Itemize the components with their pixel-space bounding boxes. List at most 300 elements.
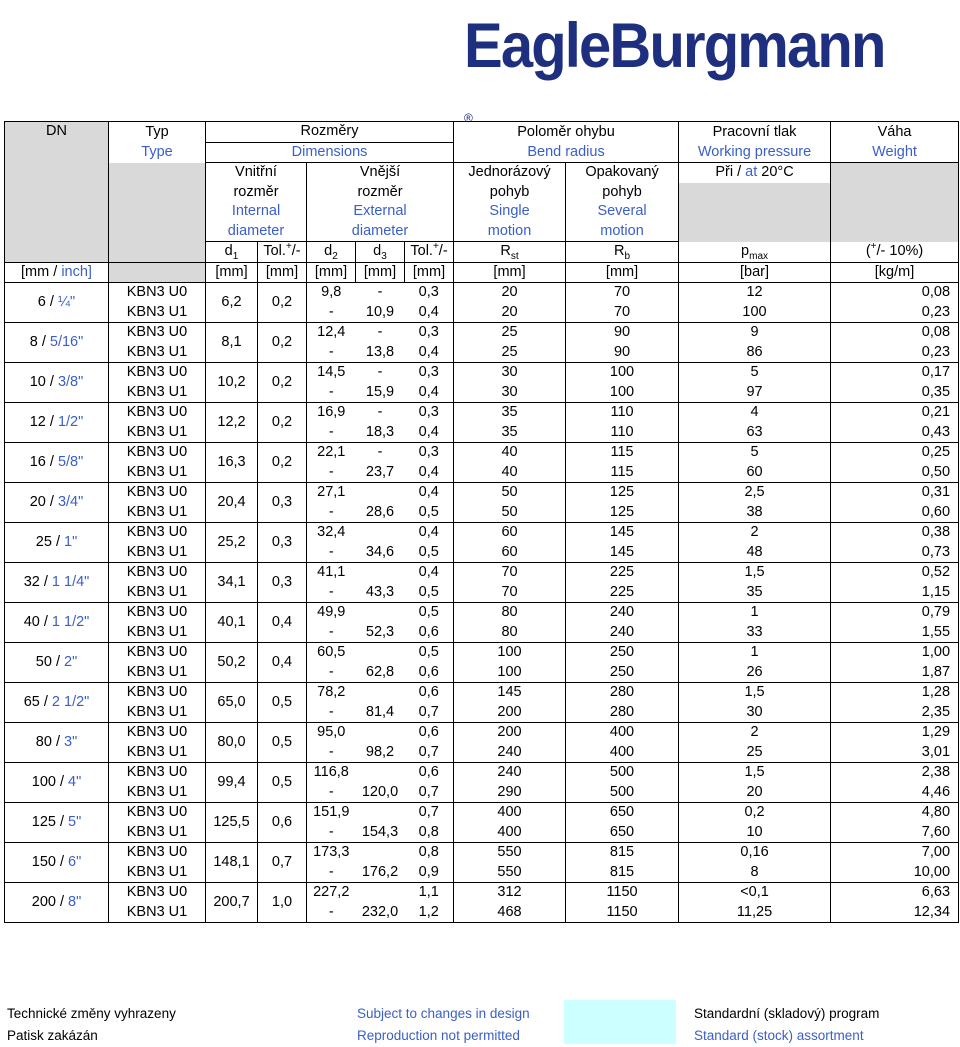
pmax-cell: 1 [679,603,831,623]
header-pracovni: Pracovní tlak [679,122,831,143]
dn-inch: 1 1/4" [51,574,90,590]
pmax-cell: 86 [679,343,831,363]
d2-cell: 9,8 [307,283,356,303]
header-external-2: diameter [307,222,454,242]
dn-mm: 50 / [35,654,60,670]
rb-cell: 500 [566,783,679,803]
table-row [5,803,959,823]
header-opak-2: pohyb [566,183,679,203]
dn-cell [5,763,109,803]
unit-rb: [mm] [566,262,679,283]
type-cell: KBN3 U0 [126,724,188,741]
table-row [5,443,959,463]
pmax-cell: 4 [679,403,831,423]
rb-cell: 110 [566,423,679,443]
tol1-cell: 0,3 [258,483,307,523]
pmax-cell: 0,2 [679,803,831,823]
table-row [5,463,959,483]
pmax-cell: 38 [679,503,831,523]
d3-cell: 81,4 [356,703,405,723]
pmax-cell: 48 [679,543,831,563]
d1-cell: 148,1 [206,843,258,883]
rst-cell: 50 [454,483,566,503]
d3-cell: - [377,444,383,461]
header-single: Single [454,202,566,222]
rst-cell: 30 [454,363,566,383]
d3-cell: 98,2 [356,743,405,763]
d2-cell: - [307,543,356,563]
d3-cell: - [377,324,383,341]
dn-cell [5,603,109,643]
d2-cell: - [307,663,356,683]
pmax-cell: 9 [679,323,831,343]
stock-swatch [564,1000,676,1044]
header-weight-filler [831,163,959,242]
tol2-cell: 0,7 [405,743,454,763]
header-working-en: Working pressure [679,142,831,163]
header-opak: Opakovaný [566,163,679,183]
pmax-cell: 2 [679,723,831,743]
weight-cell: 0,31 [831,483,959,503]
table-row [5,883,959,903]
rst-cell: 240 [454,743,566,763]
pmax-cell: 63 [679,423,831,443]
type-cell: KBN3 U1 [109,383,206,403]
rb-cell: 250 [566,663,679,683]
d1-cell: 65,0 [206,683,258,723]
d2-cell: 151,9 [307,803,356,823]
table-row [5,723,959,743]
d3-cell: 28,6 [356,503,405,523]
dn-mm: 10 / [29,374,54,390]
product-spec-table [4,121,959,923]
tol1-cell: 0,4 [258,643,307,683]
d3-cell: 18,3 [356,423,405,443]
d3-cell: 52,3 [356,623,405,643]
header-dn: DN [5,122,109,242]
type-cell: KBN3 U1 [109,623,206,643]
tol1-cell: 0,7 [258,843,307,883]
tol1-cell: 0,2 [258,283,307,323]
dn-cell [5,443,109,483]
rb-cell: 115 [566,443,679,463]
d2-cell: - [307,743,356,763]
rb-cell: 145 [566,543,679,563]
dn-mm: 65 / [23,694,48,710]
d2-cell: 116,8 [307,763,356,783]
dn-cell [5,683,109,723]
pmax-cell: 1 [679,643,831,663]
pmax-cell: 97 [679,383,831,403]
table-row [5,343,959,363]
rst-cell: 400 [454,803,566,823]
table-row [5,683,959,703]
weight-cell: 10,00 [831,863,959,883]
rst-cell: 25 [454,323,566,343]
header-pressure-filler [679,183,831,242]
pmax-cell: 1,5 [679,683,831,703]
unit-d3: [mm] [356,262,405,283]
type-cell: KBN3 U0 [126,284,188,301]
pmax-cell: 1,5 [679,563,831,583]
pmax-cell: 25 [679,743,831,763]
table-row [5,403,959,423]
unit-d1: [mm] [206,262,258,283]
rb-cell: 145 [566,523,679,543]
rb-cell: 110 [566,403,679,423]
d1-cell: 8,1 [206,323,258,363]
weight-cell: 0,38 [831,523,959,543]
header-weight-en: Weight [831,142,959,163]
d2-cell: - [307,343,356,363]
header-vnejsi-2: rozměr [307,183,454,203]
weight-cell: 0,79 [831,603,959,623]
d3-cell: 43,3 [356,583,405,603]
d3-cell: 13,8 [356,343,405,363]
type-cell: KBN3 U1 [109,863,206,883]
d1-cell: 80,0 [206,723,258,763]
rb-cell: 500 [566,763,679,783]
tol2-cell: 0,7 [405,783,454,803]
dn-mm: 32 / [23,574,48,590]
table-row [5,903,959,923]
d1-cell: 125,5 [206,803,258,843]
pmax-cell: 5 [679,363,831,383]
unit-weight: [kg/m] [831,262,959,283]
d1-cell: 50,2 [206,643,258,683]
d2-cell: 16,9 [307,403,356,423]
table-row [5,363,959,383]
type-cell: KBN3 U0 [126,444,188,461]
rst-cell: 200 [454,703,566,723]
dn-inch: 2" [64,654,78,670]
type-cell: KBN3 U1 [109,303,206,323]
tol2-cell: 1,1 [418,884,439,901]
d2-cell: 49,9 [307,603,356,623]
d2-cell: 173,3 [307,843,356,863]
dn-mm: 80 / [35,734,60,750]
type-cell: KBN3 U0 [126,324,188,341]
rst-cell: 468 [454,903,566,923]
type-cell: KBN3 U0 [126,764,188,781]
d2-cell: 41,1 [307,563,356,583]
table-row [5,323,959,343]
rb-cell: 100 [566,383,679,403]
type-cell: KBN3 U0 [126,564,188,581]
weight-cell: 0,17 [831,363,959,383]
tol1-cell: 0,6 [258,803,307,843]
d2-cell: - [307,423,356,443]
header-dimensions-en: Dimensions [206,142,454,163]
rst-cell: 240 [454,763,566,783]
type-cell: KBN3 U0 [126,844,188,861]
d2-cell: 27,1 [307,483,356,503]
registered-mark: ® [464,111,473,125]
rst-cell: 80 [454,623,566,643]
table-row [5,823,959,843]
rb-cell: 240 [566,623,679,643]
dn-cell [5,403,109,443]
weight-cell: 1,55 [831,623,959,643]
table-row [5,643,959,663]
tol2-cell: 0,6 [418,724,439,741]
tol2-cell: 0,4 [418,484,439,501]
rst-cell: 200 [454,723,566,743]
sym-d3: $d_3$ [356,242,405,263]
table-row [5,483,959,503]
type-cell: KBN3 U0 [126,364,188,381]
rb-cell: 70 [566,303,679,323]
header-typ-filler [109,163,206,242]
table-row [5,583,959,603]
rb-cell: 240 [566,603,679,623]
weight-cell: 0,08 [831,323,959,343]
rb-cell: 815 [566,843,679,863]
rb-cell: 400 [566,743,679,763]
tol2-cell: 0,6 [418,764,439,781]
dn-cell [5,563,109,603]
type-cell: KBN3 U1 [109,583,206,603]
rst-cell: 70 [454,563,566,583]
table-row [5,743,959,763]
dn-inch: 4" [68,774,82,790]
tol2-cell: 0,5 [418,604,439,621]
weight-cell: 0,50 [831,463,959,483]
type-cell: KBN3 U1 [109,703,206,723]
pmax-cell: <0,1 [679,883,831,903]
tol2-cell: 0,9 [405,863,454,883]
table-row [5,303,959,323]
dn-mm: 125 / [31,814,64,830]
tol1-cell: 0,5 [258,683,307,723]
header-internal: Internal [206,202,307,222]
rb-cell: 100 [566,363,679,383]
type-cell: KBN3 U1 [109,543,206,563]
pmax-cell: 33 [679,623,831,643]
dn-inch: 1/2" [57,414,84,430]
d3-cell: 154,3 [356,823,405,843]
dn-cell [5,843,109,883]
type-cell: KBN3 U1 [109,743,206,763]
tol2-cell: 0,7 [405,703,454,723]
pmax-cell: 2,5 [679,483,831,503]
weight-cell: 2,35 [831,703,959,723]
footer-standard-cz: Standardní (skladový) program [694,1006,880,1021]
dn-inch: 8" [68,894,82,910]
weight-cell: 0,43 [831,423,959,443]
d2-cell: - [307,703,356,723]
footer-changes-en: Subject to changes in design [357,1006,530,1021]
tol2-cell: 0,4 [405,423,454,443]
d2-cell: - [307,903,356,923]
d3-cell [356,643,405,663]
tol1-cell: 0,2 [258,443,307,483]
rst-cell: 20 [454,303,566,323]
tol1-cell: 0,3 [258,563,307,603]
tol2-cell: 0,5 [405,503,454,523]
tol1-cell: 0,5 [258,723,307,763]
sym-tol1: Tol.+/- [258,242,307,263]
d1-cell: 99,4 [206,763,258,803]
table-row [5,563,959,583]
dn-inch: 1 1/2" [51,614,90,630]
pmax-cell: 8 [679,863,831,883]
header-jedno: Jednorázový [454,163,566,183]
rb-cell: 250 [566,643,679,663]
type-cell: KBN3 U0 [126,884,188,901]
dn-inch: 5/16" [49,334,84,350]
d2-cell: - [307,783,356,803]
weight-cell: 0,60 [831,503,959,523]
dn-inch: 3/8" [57,374,84,390]
weight-cell: 4,80 [831,803,959,823]
pmax-cell: 10 [679,823,831,843]
rb-cell: 125 [566,483,679,503]
dn-mm: 16 / [29,454,54,470]
header-single-2: motion [454,222,566,242]
weight-cell: 1,87 [831,663,959,683]
dn-mm: 20 / [29,494,54,510]
rst-cell: 40 [454,443,566,463]
footer-standard-en: Standard (stock) assortment [694,1028,864,1043]
rst-cell: 312 [454,883,566,903]
unit-pmax: [bar] [679,262,831,283]
rst-cell: 290 [454,783,566,803]
rst-cell: 80 [454,603,566,623]
tol2-cell: 0,4 [418,524,439,541]
d3-cell [356,523,405,543]
tol2-cell: 0,3 [418,404,439,421]
d3-cell: 15,9 [356,383,405,403]
header-type-en: Type [141,143,173,160]
rb-cell: 815 [566,863,679,883]
table-row [5,383,959,403]
d3-cell [356,843,405,863]
rst-cell: 40 [454,463,566,483]
d1-cell: 12,2 [206,403,258,443]
d2-cell: 78,2 [307,683,356,703]
tol1-cell: 0,2 [258,323,307,363]
rst-cell: 100 [454,663,566,683]
table-row [5,783,959,803]
dn-mm: 40 / [23,614,48,630]
pmax-cell: 30 [679,703,831,723]
tol2-cell: 0,6 [405,623,454,643]
rst-cell: 50 [454,503,566,523]
table-row [5,623,959,643]
rb-cell: 225 [566,563,679,583]
weight-cell: 1,00 [831,643,959,663]
weight-cell: 1,15 [831,583,959,603]
dn-cell [5,883,109,923]
sym-dn-filler [5,242,109,263]
weight-cell: 1,28 [831,683,959,703]
table-row [5,523,959,543]
tol2-cell: 0,3 [418,444,439,461]
brand-name: EagleBurgmann [464,11,885,81]
header-typ: Typ [109,122,206,143]
pmax-cell: 11,25 [679,903,831,923]
header-vaha: Váha [831,122,959,143]
rb-cell: 280 [566,683,679,703]
d3-cell: 232,0 [356,903,405,923]
unit-tol2: [mm] [405,262,454,283]
type-cell: KBN3 U0 [126,644,188,661]
dn-inch: 3/4" [57,494,84,510]
d2-cell: 60,5 [307,643,356,663]
tol2-cell: 0,6 [418,684,439,701]
d3-cell: 62,8 [356,663,405,683]
unit-typ-filler [109,262,206,283]
unit-rst: [mm] [454,262,566,283]
table-row [5,663,959,683]
eagleburgmann-logo [464,8,894,125]
type-cell: KBN3 U1 [109,663,206,683]
d2-cell: - [307,623,356,643]
weight-cell: 6,63 [831,883,959,903]
d2-cell: - [307,463,356,483]
tol2-cell: 0,5 [418,644,439,661]
d1-cell: 34,1 [206,563,258,603]
d1-cell: 20,4 [206,483,258,523]
tol2-cell: 0,4 [418,564,439,581]
d2-cell: 14,5 [307,363,356,383]
dn-inch: ¼" [57,294,76,310]
weight-cell: 2,38 [831,763,959,783]
table-row [5,843,959,863]
weight-cell: 0,73 [831,543,959,563]
dn-inch: 2 1/2" [51,694,90,710]
d2-cell: - [307,383,356,403]
type-cell: KBN3 U1 [109,903,206,923]
weight-cell: 0,23 [831,303,959,323]
weight-cell: 0,35 [831,383,959,403]
rst-cell: 60 [454,543,566,563]
rb-cell: 70 [566,283,679,303]
d2-cell: 12,4 [307,323,356,343]
dn-inch: 1" [64,534,78,550]
d1-cell: 10,2 [206,363,258,403]
type-cell: KBN3 U0 [126,404,188,421]
pmax-cell: 20 [679,783,831,803]
d3-cell [356,803,405,823]
tol2-cell: 0,7 [418,804,439,821]
weight-cell: 7,00 [831,843,959,863]
type-cell: KBN3 U1 [109,823,206,843]
dn-inch: 3" [64,734,78,750]
dn-cell [5,283,109,323]
rst-cell: 30 [454,383,566,403]
type-cell: KBN3 U1 [109,463,206,483]
d2-cell: 227,2 [307,883,356,903]
weight-cell: 4,46 [831,783,959,803]
table-row [5,503,959,523]
sym-tolerance: (+/- 10%) [831,242,959,263]
d3-cell: - [377,364,383,381]
tol2-cell: 0,3 [418,324,439,341]
type-cell: KBN3 U0 [126,484,188,501]
header-vnitrni: Vnitřní [206,163,307,183]
tol2-cell: 0,8 [405,823,454,843]
d3-cell [356,603,405,623]
dn-cell [5,363,109,403]
tol2-cell: 0,4 [405,463,454,483]
pmax-cell: 0,16 [679,843,831,863]
d1-cell: 200,7 [206,883,258,923]
weight-cell: 3,01 [831,743,959,763]
d3-cell: 176,2 [356,863,405,883]
pmax-cell: 2 [679,523,831,543]
